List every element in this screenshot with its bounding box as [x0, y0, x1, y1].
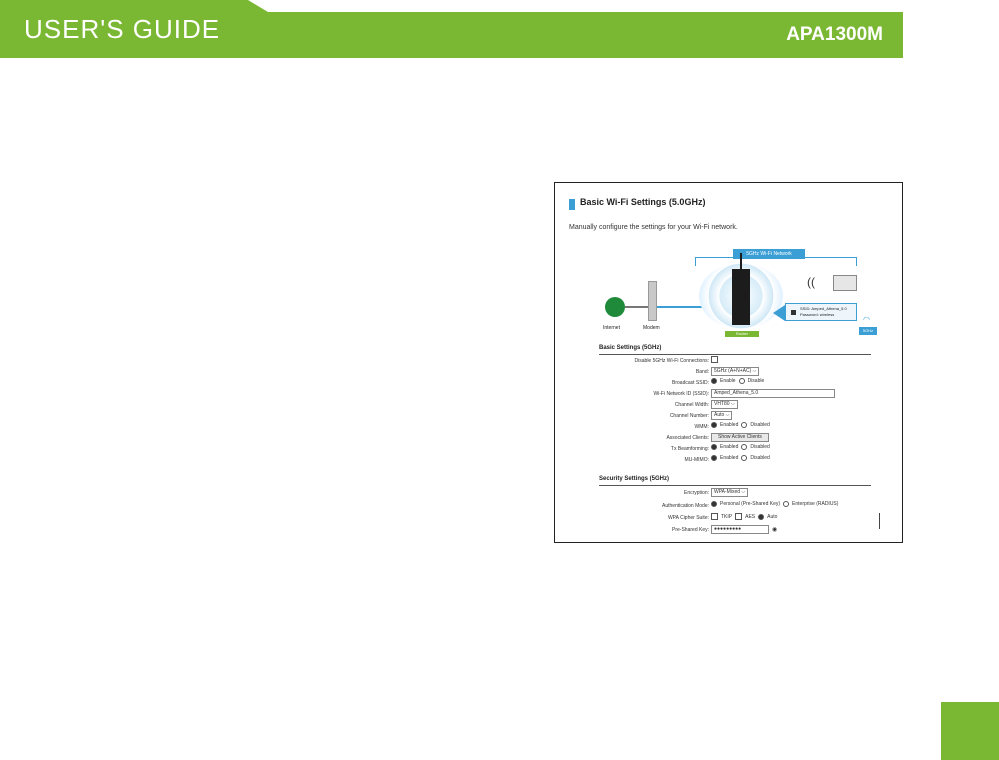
cipher-tkip-checkbox[interactable]: [711, 513, 718, 520]
router-icon: [732, 269, 750, 325]
router-label: Router: [725, 331, 759, 337]
eye-icon[interactable]: ◉: [772, 527, 778, 533]
network-banner: 5GHz Wi-Fi Network: [733, 249, 805, 259]
broadcast-label: Broadcast SSID:: [672, 380, 709, 386]
header-notch-shape: [0, 0, 903, 12]
band-badge: 5GHz: [859, 327, 877, 335]
beamforming-label: Tx Beamforming:: [670, 446, 709, 452]
channel-width-select[interactable]: VHT80 ⌵: [711, 400, 738, 409]
beamforming-disabled-radio[interactable]: [741, 444, 747, 450]
title-accent-bar: [569, 199, 575, 210]
wireless-waves-icon: ((: [807, 275, 815, 289]
basic-settings-heading: Basic Settings (5GHz): [599, 345, 662, 351]
security-settings-heading: Security Settings (5GHz): [599, 476, 670, 482]
row-beamforming: Tx Beamforming: Enabled Disabled: [670, 444, 770, 452]
settings-screenshot: [554, 182, 903, 543]
row-ssid: [599, 389, 871, 399]
cipher-label: WPA Cipher Suite:: [667, 515, 709, 521]
laptop-icon: [833, 275, 857, 291]
header-banner: [0, 0, 903, 58]
modem-label: Modem: [643, 325, 660, 331]
auth-personal-radio[interactable]: [711, 501, 717, 507]
disable-5ghz-checkbox[interactable]: [711, 356, 718, 363]
auth-mode-label: Authentication Mode:: [662, 503, 709, 509]
auth-enterprise-radio[interactable]: [783, 501, 789, 507]
model-name: APA1300M: [786, 24, 883, 45]
band-select[interactable]: 5GHz (A+N+AC) ⌵: [711, 367, 759, 376]
psk-label: Pre-Shared Key:: [672, 527, 709, 533]
channel-width-label: Channel Width:: [674, 402, 709, 408]
globe-icon: [605, 297, 625, 317]
mumimo-enabled-radio[interactable]: [711, 455, 717, 461]
show-active-clients-button[interactable]: Show Active Clients: [711, 433, 769, 442]
wmm-disabled-radio[interactable]: [741, 422, 747, 428]
wmm-enabled-radio[interactable]: [711, 422, 717, 428]
wifi-icon: ◠: [863, 315, 870, 324]
row-cipher: WPA Cipher Suite: TKIP AES Auto: [667, 513, 778, 521]
cipher-aes-checkbox[interactable]: [735, 513, 742, 520]
row-broadcast: Broadcast SSID: Enable Disable: [672, 378, 765, 386]
row-encryption: [599, 488, 871, 498]
settings-title: Basic Wi-Fi Settings (5.0GHz): [580, 197, 706, 207]
encryption-label: Encryption:: [683, 490, 709, 496]
encryption-select[interactable]: WPA-Mixed ⌵: [711, 488, 748, 497]
row-band: [599, 367, 871, 377]
internet-label: Internet: [603, 325, 620, 331]
row-disable-5ghz: [599, 356, 871, 366]
wmm-label: WMM:: [694, 424, 709, 430]
ssid-line: SSID: Amped_Athena_5.0: [800, 306, 847, 311]
clients-label: Associated Clients:: [666, 435, 709, 441]
row-auth-mode: Authentication Mode: Personal (Pre-Shared Key) Enterprise (RADIUS): [662, 501, 839, 509]
password-line: Password: wireless: [800, 312, 835, 317]
psk-input[interactable]: ●●●●●●●●●: [711, 525, 769, 534]
disable-5ghz-label: Disable 5GHz Wi-Fi Connections:: [634, 358, 709, 364]
row-clients: [599, 433, 871, 443]
guide-title: USER'S GUIDE: [24, 14, 221, 44]
ssid-label: Wi-Fi Network ID (SSID):: [653, 391, 709, 397]
row-mumimo: MU-MIMO: Enabled Disabled: [684, 455, 770, 463]
mumimo-label: MU-MIMO:: [684, 457, 709, 463]
divider: [599, 485, 871, 486]
modem-icon: [648, 281, 657, 321]
broadcast-enable-radio[interactable]: [711, 378, 717, 384]
beamforming-enabled-radio[interactable]: [711, 444, 717, 450]
arrow-left-icon: [773, 305, 785, 321]
row-channel-number: [599, 411, 871, 421]
cable-internet-modem: [625, 306, 648, 308]
row-wmm: WMM: Enabled Disabled: [694, 422, 770, 430]
divider: [599, 354, 871, 355]
channel-number-select[interactable]: Auto ⌵: [711, 411, 732, 420]
credentials-box: [785, 303, 857, 321]
mumimo-disabled-radio[interactable]: [741, 455, 747, 461]
channel-number-label: Channel Number:: [669, 413, 709, 419]
corner-page-tab: [941, 702, 999, 760]
scrollbar-marker[interactable]: [879, 513, 880, 529]
network-diagram: [595, 245, 891, 345]
band-label: Band:: [695, 369, 709, 375]
row-channel-width: [599, 400, 871, 410]
row-psk: [599, 525, 871, 535]
ssid-input[interactable]: Amped_Athena_5.0: [711, 389, 835, 398]
broadcast-disable-radio[interactable]: [739, 378, 745, 384]
cipher-auto-radio[interactable]: [758, 514, 764, 520]
settings-description: Manually configure the settings for your Wi-Fi network.: [569, 224, 738, 231]
lock-icon: [791, 310, 796, 315]
